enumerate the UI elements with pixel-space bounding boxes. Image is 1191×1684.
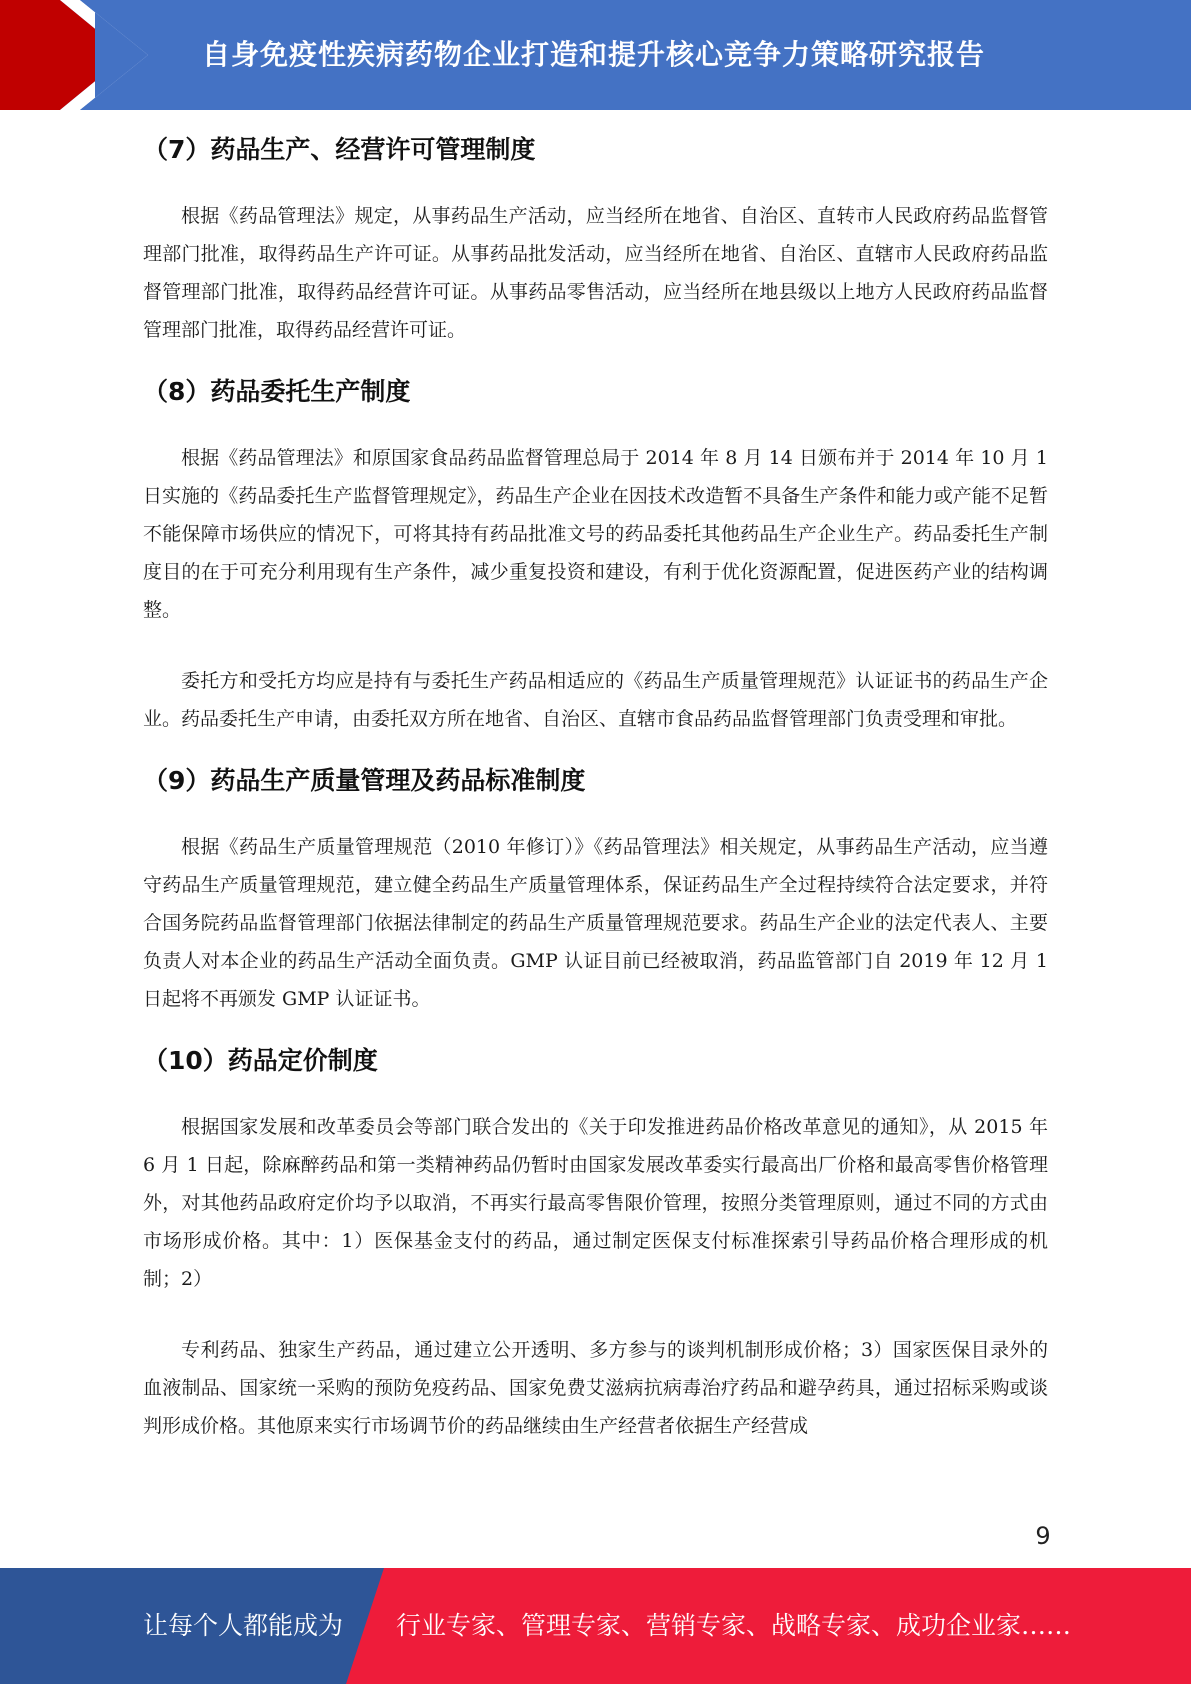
section-heading: （10）药品定价制度 [143,1046,378,1075]
section-10 [143,1039,1048,1445]
section-9 [143,759,1048,1018]
page-header-band [0,0,1191,110]
paragraph: 根据《药品生产质量管理规范（2010 年修订）》《药品管理法》相关规定，从事药品生产活动，应当遵守药品生产质量管理规范，建立健全药品生产质量管理体系，保证药品生产全过程持续符合法定要求，并符合国务院药品监督管理部门依据法律制定的药品生产质量管理规范要求。药品生产企业的法定代表人、主要负责人对本企业的药品生产活动全面负责。GMP 认证目前已经被取消，药品监管部门自 2019 年 12 月 1 日起将不再颁发 GMP 认证证书。 [143,836,1048,1010]
paragraph: 专利药品、独家生产药品，通过建立公开透明、多方参与的谈判机制形成价格；3）国家医保目录外的血液制品、国家统一采购的预防免疫药品、国家免费艾滋病抗病毒治疗药品和避孕药具，通过招标采购或谈判形成价格。其他原来实行市场调节价的药品继续由生产经营者依据生产经营成 [143,1339,1048,1437]
footer-slogan-left: 让每个人都能成为 [143,1611,344,1640]
page-number: 9 [1035,1522,1051,1550]
document-body [143,128,1048,1445]
section-heading: （9）药品生产质量管理及药品标准制度 [143,766,586,795]
page-footer-band [0,1568,1191,1684]
footer-slogan-right: 行业专家、管理专家、营销专家、战略专家、成功企业家…… [396,1611,1072,1640]
section-8 [143,370,1048,738]
section-7 [143,128,1048,349]
paragraph: 委托方和受托方均应是持有与委托生产药品相适应的《药品生产质量管理规范》认证证书的药品生产企业。药品委托生产申请，由委托双方所在地省、自治区、直辖市食品药品监督管理部门负责受理和审批。 [143,670,1048,730]
paragraph: 根据《药品管理法》和原国家食品药品监督管理总局于 2014 年 8 月 14 日颁布并于 2014 年 10 月 1 日实施的《药品委托生产监督管理规定》，药品生产企业在因技术改造暂不具备生产条件和能力或产能不足暂不能保障市场供应的情况下，可将其持有药品批准文号的药品委托其他药品生产企业生产。药品委托生产制度目的在于可充分利用现有生产条件，减少重复投资和建设，有利于优化资源配置，促进医药产业的结构调整。 [143,447,1048,621]
paragraph: 根据《药品管理法》规定，从事药品生产活动，应当经所在地省、自治区、直转市人民政府药品监督管理部门批准，取得药品生产许可证。从事药品批发活动，应当经所在地省、自治区、直辖市人民政府药品监督管理部门批准，取得药品经营许可证。从事药品零售活动，应当经所在地县级以上地方人民政府药品监督管理部门批准，取得药品经营许可证。 [143,205,1048,341]
report-title: 自身免疫性疾病药物企业打造和提升核心竞争力策略研究报告 [202,38,986,71]
paragraph: 根据国家发展和改革委员会等部门联合发出的《关于印发推进药品价格改革意见的通知》，从 2015 年 6 月 1 日起，除麻醉药品和第一类精神药品仍暂时由国家发展改革委实行最高出厂价格和最高零售价格管理外，对其他药品政府定价均予以取消，不再实行最高零售限价管理，按照分类管理原则，通过不同的方式由市场形成价格。其中：1）医保基金支付的药品，通过制定医保支付标准探索引导药品价格合理形成的机制；2） [143,1116,1048,1290]
section-heading: （7）药品生产、经营许可管理制度 [143,135,536,164]
section-heading: （8）药品委托生产制度 [143,377,411,406]
